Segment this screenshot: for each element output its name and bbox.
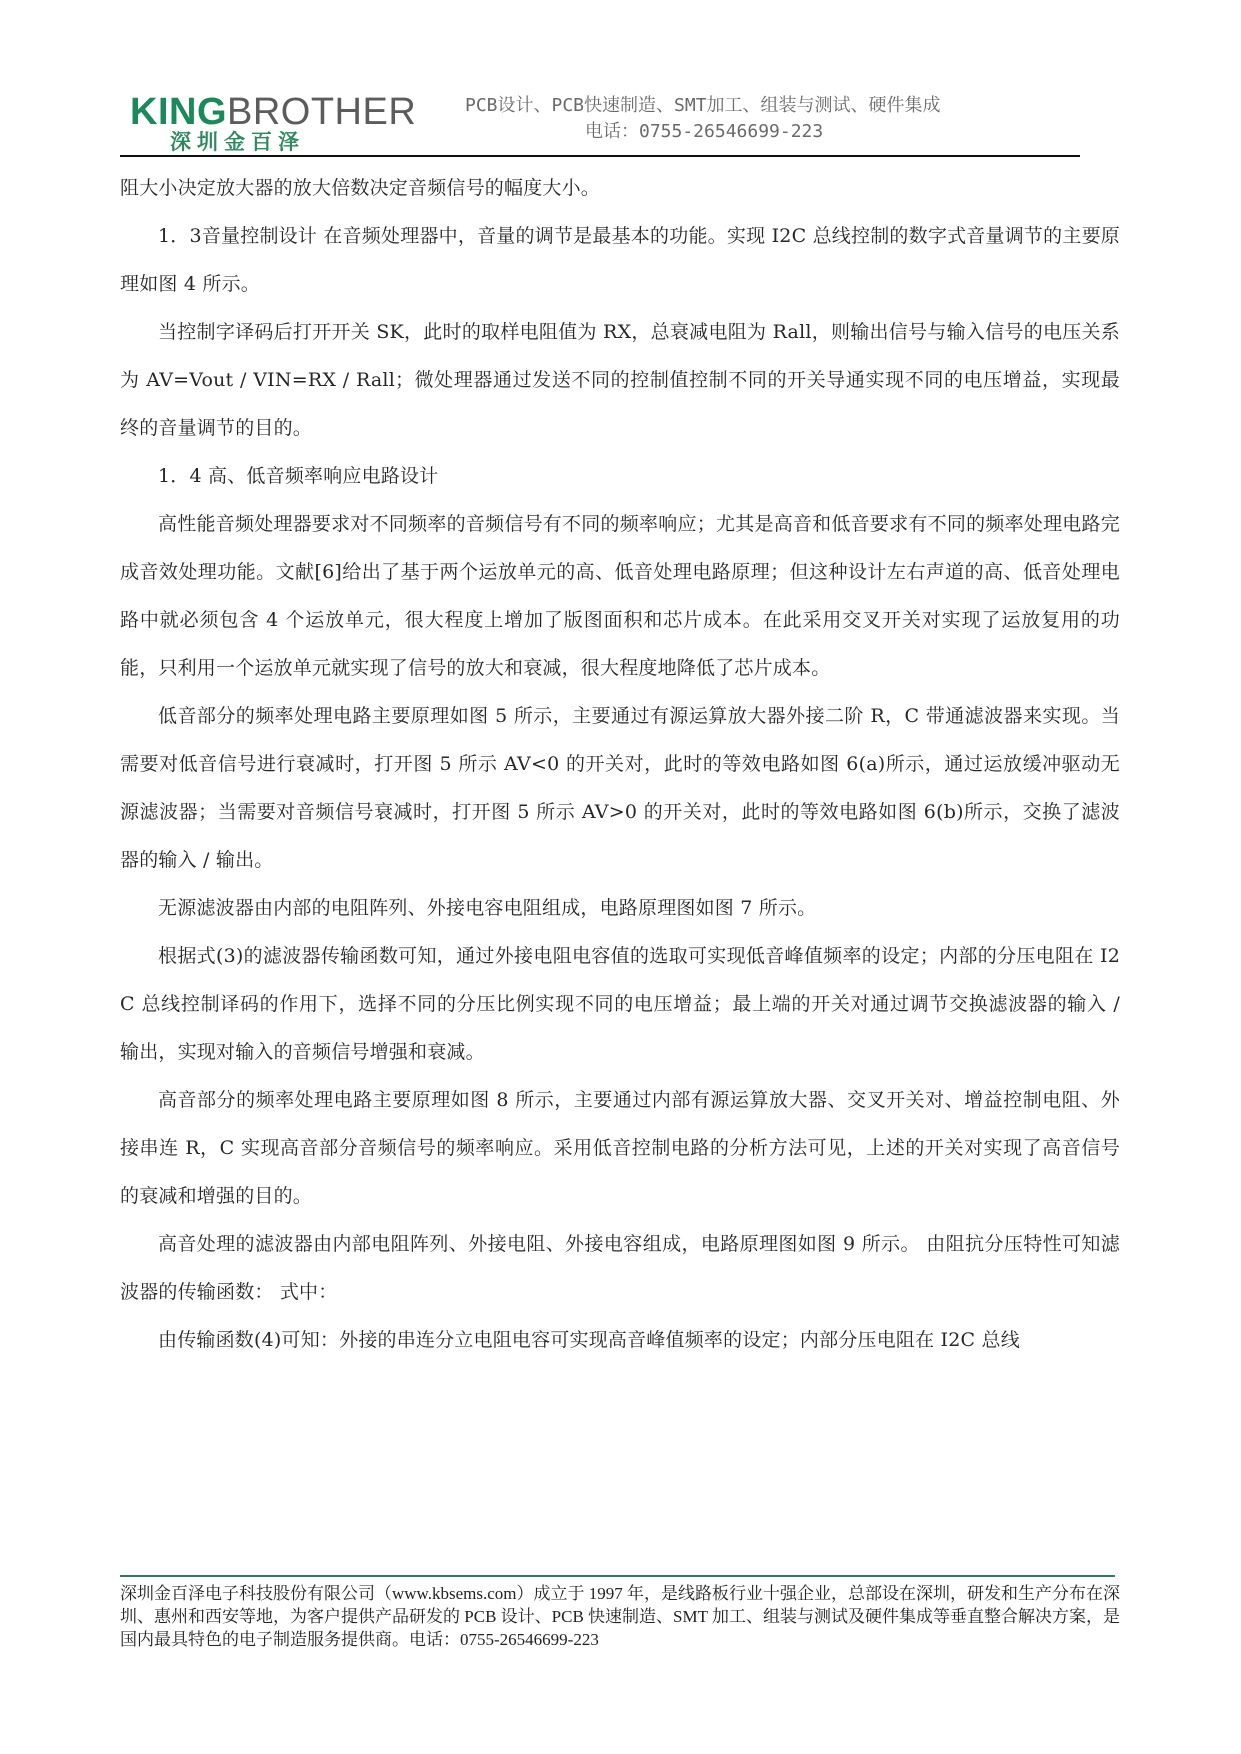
paragraph: 由传输函数(4)可知：外接的串连分立电阻电容可实现高音峰值频率的设定；内部分压电阻在 I2C 总线 — [158, 1329, 1020, 1351]
paragraph: 根据式(3)的滤波器传输函数可知，通过外接电阻电容值的选取可实现低音峰值频率的设定；内部的分压电阻在 I2C 总线控制译码的作用下，选择不同的分压比例实现不同的电压增益；最上端的开关对通过调节交换滤波器的输入 / 输出，实现对输入的音频信号增强和衰减。 — [120, 945, 1120, 1063]
paragraph: 1．3音量控制设计 在音频处理器中，音量的调节是最基本的功能。实现 I2C 总线控制的数字式音量调节的主要原理如图 4 所示。 — [120, 225, 1120, 295]
logo-wordmark — [130, 90, 416, 134]
logo-subtitle: 深圳金百泽 — [170, 129, 305, 154]
paragraph: 高音部分的频率处理电路主要原理如图 8 所示，主要通过内部有源运算放大器、交叉开关对、增益控制电阻、外接串连 R，C 实现高音部分音频信号的频率响应。采用低音控制电路的分析方法可见，上述的开关对实现了高音信号的衰减和增强的目的。 — [120, 1089, 1120, 1207]
header-tagline: PCB设计、PCB快速制造、SMT加工、组装与测试、硬件集成 — [465, 95, 941, 116]
company-logo — [130, 90, 430, 152]
logo-brother: BROTHER — [227, 91, 417, 133]
section-heading: 1．4 高、低音频率响应电路设计 — [158, 465, 439, 487]
header-phone: 电话：0755-26546699-223 — [585, 121, 824, 142]
paragraph: 低音部分的频率处理电路主要原理如图 5 所示，主要通过有源运算放大器外接二阶 R，C 带通滤波器来实现。当需要对低音信号进行衰减时，打开图 5 所示 AV<0 的开关对，此时的等效电路如图 6(a)所示，通过运放缓冲驱动无源滤波器；当需要对音频信号衰减时，打开图 5 所示 AV>0 的开关对，此时的等效电路如图 6(b)所示，交换了滤波器的输入 / 输出。 — [120, 705, 1120, 871]
page-header — [120, 84, 1080, 154]
page-footer: 深圳金百泽电子科技股份有限公司（www.kbsems.com）成立于 1997 年，是线路板行业十强企业，总部设在深圳，研发和生产分布在深圳、惠州和西安等地，为客户提供产品研发的 PCB 设计、PCB 快速制造、SMT 加工、组装与测试及硬件集成等垂直整合解决方案，是国内最具特色的电子制造服务提供商。电话：0755-26546699-223 — [120, 1584, 1120, 1649]
logo-king: KING — [130, 91, 227, 133]
paragraph: 高音处理的滤波器由内部电阻阵列、外接电阻、外接电容组成，电路原理图如图 9 所示。 由阻抗分压特性可知滤波器的传输函数： 式中： — [120, 1233, 1120, 1303]
paragraph: 阻大小决定放大器的放大倍数决定音频信号的幅度大小。 — [120, 177, 601, 199]
document-body — [120, 164, 1120, 1364]
paragraph: 高性能音频处理器要求对不同频率的音频信号有不同的频率响应；尤其是高音和低音要求有不同的频率处理电路完成音效处理功能。文献[6]给出了基于两个运放单元的高、低音处理电路原理；但这种设计左右声道的高、低音处理电路中就必须包含 4 个运放单元，很大程度上增加了版图面积和芯片成本。在此采用交叉开关对实现了运放复用的功能，只利用一个运放单元就实现了信号的放大和衰减，很大程度地降低了芯片成本。 — [120, 513, 1120, 679]
paragraph: 当控制字译码后打开开关 SK，此时的取样电阻值为 RX，总衰减电阻为 Rall，则输出信号与输入信号的电压关系为 AV=Vout / VIN=RX / Rall；微处理器通过发送不同的控制值控制不同的开关导通实现不同的电压增益，实现最终的音量调节的目的。 — [120, 321, 1120, 439]
paragraph: 无源滤波器由内部的电阻阵列、外接电容电阻组成，电路原理图如图 7 所示。 — [158, 897, 817, 919]
footer-divider — [120, 1575, 1115, 1577]
header-divider — [120, 155, 1080, 157]
